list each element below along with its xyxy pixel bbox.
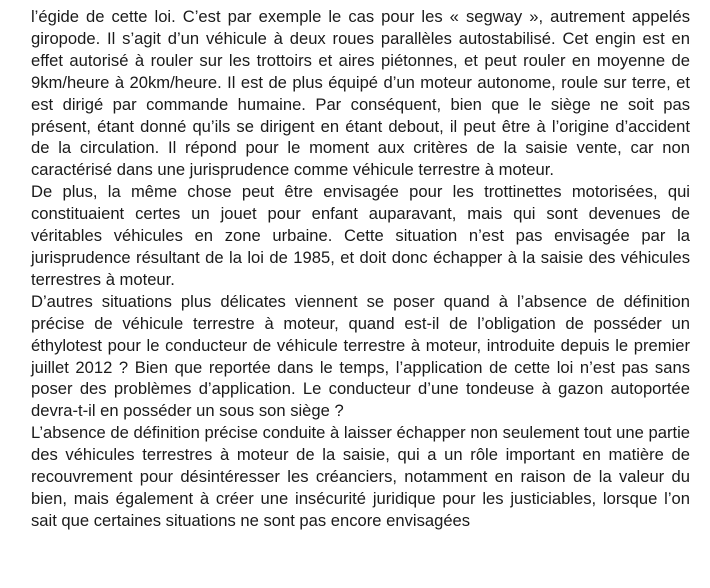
- paragraph-trottinettes: De plus, la même chose peut être envisagée pour les trottinettes motorisées, qui constituaient certes un jouet pour enfant auparavant, mais qui sont devenues de véritables véhicules en zone urbaine. Cette situation n’est pas envisagée par la jurisprudence résultant de la loi de 1985, et doit donc échapper à la saisie des véhicules terrestres à moteur.: [31, 182, 690, 289]
- document-page: [31, 6, 690, 532]
- paragraph-segway: l’égide de cette loi. C’est par exemple le cas pour les « segway », autrement appelés giropode. Il s’agit d’un véhicule à deux roues parallèles autostabilisé. Cet engin est en effet autorisé à rouler sur les trottoirs et aires piétonnes, et peut rouler en moyenne de 9km/heure à 20km/heure. Il est de plus équipé d’un moteur autonome, roule sur terre, et est dirigé par commande humaine. Par conséquent, bien que le siège ne soit pas présent, étant donné qu’ils se dirigent en étant debout, il peut être à l’origine d’accident de la circulation. Il répond pour le moment aux critères de la saisie vente, car non caractérisé dans une jurisprudence comme véhicule terrestre à moteur.: [31, 7, 690, 180]
- paragraph-ethylotest: D’autres situations plus délicates viennent se poser quand à l’absence de définition précise de véhicule terrestre à moteur, quand est-il de l’obligation de posséder un éthylotest pour le conducteur de véhicule terrestre à moteur, introduite depuis le premier juillet 2012 ? Bien que reportée dans le temps, l’application de cette loi n’est pas sans poser des problèmes d’application. Le conducteur d’une tondeuse à gazon autoportée devra-t-il en posséder un sous son siège ?: [31, 291, 690, 421]
- paragraph-absence-definition: L’absence de définition précise conduite à laisser échapper non seulement tout une partie des véhicules terrestres à moteur de la saisie, qui a un rôle important en matière de recouvrement pour désintéresser les créanciers, notamment en raison de la valeur du bien, mais également à créer une insécurité juridique pour les justiciables, lorsque l’on sait que certaines situations ne sont pas encore envisagées: [31, 423, 690, 530]
